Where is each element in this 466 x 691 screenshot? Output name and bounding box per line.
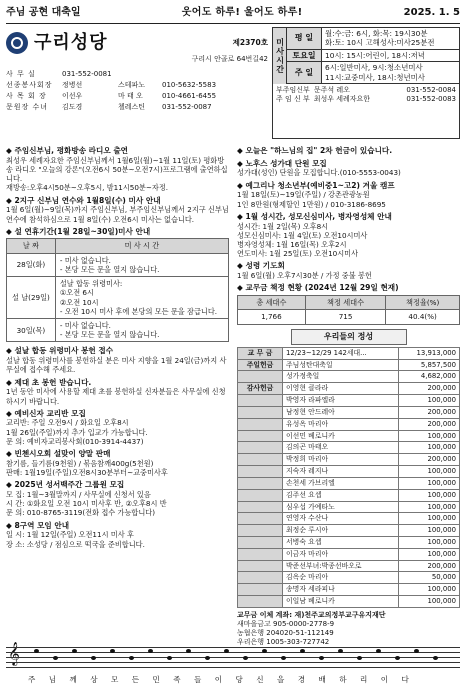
mass-day: 주 일 — [287, 62, 322, 83]
offering-row — [238, 442, 460, 454]
offering-name: 심우섭 가예타노 — [283, 501, 399, 513]
offering-label — [238, 371, 283, 383]
offering-label — [238, 477, 283, 489]
staff-extra-role: 첼레스틴 — [118, 102, 146, 111]
music-note-icon — [110, 649, 115, 653]
contact-row — [276, 95, 456, 104]
right-notices — [237, 146, 460, 293]
lunar-mass-table — [6, 238, 229, 342]
notice-title: ◆ 예그리나 청소년부(예비중1~고2) 겨울 캠프 — [237, 180, 395, 190]
staff-role: 문원장 수녀 — [6, 102, 49, 111]
lunar-header-time: 미 사 시 간 — [55, 239, 228, 253]
lunar-date: 30일(목) — [7, 319, 56, 342]
offering-label — [238, 418, 283, 430]
offering-amount: 200,000 — [398, 454, 459, 466]
top-rule — [6, 23, 460, 24]
offering-label: 감사헌금 — [238, 383, 283, 395]
mass-schedule — [273, 28, 459, 84]
staff-role: 사 무 실 — [6, 69, 36, 78]
offering-name: 연영자 수산나 — [283, 513, 399, 525]
music-note-icon — [300, 649, 305, 653]
music-note-icon — [53, 656, 58, 660]
tithe-header-total: 총 세대수 — [238, 296, 306, 310]
offering-name: 김의곤 마태오 — [283, 442, 399, 454]
header — [6, 27, 460, 139]
lunar-line: 설날 합동 위령미사: — [59, 279, 123, 289]
music-note-icon — [262, 649, 267, 653]
offering-row — [238, 513, 460, 525]
offering-amount: 100,000 — [398, 477, 459, 489]
contact-phone: 031-552-0083 — [406, 95, 456, 104]
tithe-assigned: 715 — [305, 310, 386, 324]
offering-name: 주님성탄대축일 — [283, 359, 399, 371]
offering-name: 서병숙 요셉 — [283, 536, 399, 548]
priest-contacts — [273, 84, 459, 106]
account-line: 교무금 이체 계좌: 재)천주교의정부교구유지재단 — [237, 610, 386, 619]
offering-amount: 100,000 — [398, 466, 459, 478]
contact-role: 주 임 신 부 — [276, 95, 310, 104]
notice-body: 1월 6일(월) 오후7시30분 / 가정 중불 봉헌 — [237, 271, 372, 281]
offering-row — [238, 359, 460, 371]
notice-body: 1월 18일(토)~19일(주일) / 강촌관광농원 1인 8만원(형제할인 1만원) / 010-3186-8695 — [237, 190, 386, 209]
song-lyrics: 주 님 께 상 모 든 민 족 들 이 당 신 을 경 배 하 리 이 다 — [28, 675, 415, 685]
music-note-icon — [433, 656, 438, 660]
music-note-icon — [395, 656, 400, 660]
offering-label — [238, 513, 283, 525]
account-line: 새마을금고 905-0000-2778-9 — [237, 619, 335, 628]
offering-name: 김옥순 마리아 — [283, 572, 399, 584]
staff-extra-role: 마 태 오 — [118, 91, 143, 100]
lunar-header-date: 날 짜 — [7, 239, 56, 253]
music-note-icon — [34, 649, 39, 653]
offering-amount: 200,000 — [398, 560, 459, 572]
offering-label — [238, 548, 283, 560]
notice-title: ◆ 8구역 모임 안내 — [6, 520, 70, 530]
lunar-lines — [55, 319, 228, 342]
top-bar — [6, 4, 460, 22]
lunar-date: 28일(화) — [7, 253, 56, 276]
notice-body: 모 집: 1월~3월말까지 / 사무실에 신청서 있음 시 간: ①화요일 오전 10시 미사후 반, ②오후8시 반 문 의: 010-8765-3119(전화 접수 가능합니다) — [6, 490, 167, 518]
tithe-table — [237, 295, 460, 324]
lunar-line: - 미사 없습니다. — [59, 321, 111, 330]
offering-amount: 100,000 — [398, 596, 459, 608]
mass-schedule-box — [272, 27, 460, 139]
music-note-icon — [376, 649, 381, 653]
offering-row — [238, 406, 460, 418]
offering-label — [238, 572, 283, 584]
left-notices-2 — [6, 346, 229, 548]
offering-name: 이영현 클라라 — [283, 383, 399, 395]
staff-name: 031-552-0081 — [62, 69, 112, 78]
notice-title: ◆ 성령 기도회 — [237, 261, 285, 271]
notice-body: 설날 합동 위령미사를 봉헌하실 분은 미사 지향을 1월 24일(금)까지 사무실에 접수해 주세요. — [6, 356, 227, 375]
mass-row — [287, 62, 459, 84]
offering-row — [238, 525, 460, 537]
offering-label — [238, 454, 283, 466]
offering-amount: 100,000 — [398, 430, 459, 442]
notice-title: ◆ 빈첸시오회 설맞이 양말 판매 — [6, 449, 111, 459]
notice-title: ◆ 2025년 성서백주간 그룹원 모집 — [6, 480, 125, 490]
offering-amount: 5,857,500 — [398, 359, 459, 371]
lunar-lines — [55, 277, 228, 319]
tithe-header-rate: 책정율(%) — [386, 296, 460, 310]
offering-label — [238, 501, 283, 513]
notice-title: ◆ 1월 성시간, 성모신심미사, 병자영성체 안내 — [237, 211, 392, 221]
music-note-icon — [186, 649, 191, 653]
notice-body: 참기름, 들기름(9천원) / 볶음참깨400g(5천원) 판매: 1월19일(주일)오전8시30분부터~교중미사후 — [6, 458, 168, 478]
offering-amount: 100,000 — [398, 525, 459, 537]
offering-row — [238, 371, 460, 383]
right-column — [237, 143, 460, 647]
offering-amount: 100,000 — [398, 442, 459, 454]
offering-row — [238, 383, 460, 395]
offering-row — [238, 489, 460, 501]
notice-title: ◆ 2지구 신부님 연수와 1월8일(수) 미사 안내 — [6, 195, 161, 205]
offering-row — [238, 596, 460, 608]
mass-rows — [287, 28, 459, 84]
offering-amount: 200,000 — [398, 418, 459, 430]
offering-label: 주일헌금 — [238, 359, 283, 371]
contact-phone: 031-552-0084 — [406, 86, 456, 95]
mass-row — [287, 28, 459, 50]
offering-row — [238, 418, 460, 430]
lunar-lines — [55, 253, 228, 276]
notice-title: ◆ 오늘은 "하느님의 집" 2차 헌금이 있습니다. — [237, 146, 393, 155]
music-note-icon — [205, 656, 210, 660]
church-logo-icon — [6, 32, 28, 54]
music-note-icon — [224, 649, 229, 653]
offering-amount: 50,000 — [398, 572, 459, 584]
notice-body: 최성우 세례자요한 주임신부님께서 1월6일(월)~1월 11일(토) 평화방송 라디오 "오늘의 강론"(오전6시 50분~오전7시)프로그램에 출연하십니다. 재방송:오후4시50분~오후5시, 밤11시50분~자정. — [6, 155, 228, 193]
mass-day: 평 일 — [287, 28, 322, 49]
offering-label — [238, 596, 283, 608]
church-info — [6, 27, 268, 139]
contact-name: 최성우 세례자요한 — [313, 95, 371, 104]
issue-number: 제2370호 — [232, 38, 268, 48]
staff-extra: 010-4661-6455 — [162, 91, 217, 100]
staff-name: 김도경 — [62, 102, 83, 111]
contact-row — [276, 86, 456, 95]
offering-row — [238, 395, 460, 407]
account-info — [237, 611, 460, 647]
account-line: 우리은행 1005-303-727742 — [237, 637, 330, 646]
lunar-line: ①오전 6시 — [59, 288, 94, 298]
left-notices — [6, 146, 229, 236]
offering-name: 송명자 세라피나 — [283, 584, 399, 596]
offering-label — [238, 466, 283, 478]
staff-extra-role — [118, 70, 158, 79]
staff-extra-role: 스테파노 — [118, 80, 146, 89]
lunar-line: - 본당 모든 문을 열지 않습니다. — [59, 330, 160, 340]
lunar-line: - 본당 모든 문을 열지 않습니다. — [59, 264, 160, 274]
notice-body: 일 시: 1월 12일(주일) 오전11시 미사 후 장 소: 소성당 / 점심으로 떡국을 준비합니다. — [6, 530, 145, 549]
feast-title: 주님 공현 대축일 — [6, 6, 81, 18]
offering-name: 손천세 가브리엘 — [283, 477, 399, 489]
lunar-line: ②오전 10시 — [59, 297, 99, 307]
offering-name: 박정희 마리아 — [283, 454, 399, 466]
lunar-date: 설 날(29일) — [7, 277, 56, 319]
offering-label — [238, 489, 283, 501]
offering-label — [238, 584, 283, 596]
mass-times: 월:수:금: 6시, 화:목: 19시30분 화:토: 10시 고해성사:미사25분전 — [325, 29, 435, 48]
offering-row — [238, 584, 460, 596]
offering-name: 박영자 라파엘라 — [283, 395, 399, 407]
offering-table — [237, 347, 460, 608]
offering-label — [238, 560, 283, 572]
notice-title: ◆ 주임신부님, 평화방송 라디오 출연 — [6, 146, 128, 155]
offering-row — [238, 548, 460, 560]
music-note-icon — [243, 656, 248, 660]
staff-list — [6, 70, 268, 112]
offering-row — [238, 501, 460, 513]
main-columns — [6, 143, 460, 647]
staff-extra — [162, 70, 268, 79]
offering-amount: 100,000 — [398, 395, 459, 407]
notice-body: 1년 동안 미사에 사용할 제대 초를 봉헌하실 신자분들은 사무실에 신청하시기 바랍니다. — [6, 387, 226, 406]
account-line: 농협은행 204020-51-112149 — [237, 628, 334, 637]
offering-row — [238, 466, 460, 478]
tithe-header-assigned: 책정 세대수 — [305, 296, 386, 310]
offering-label — [238, 536, 283, 548]
music-note-icon — [148, 649, 153, 653]
notice-body: 성시간: 1월 2일(목) 오후8시 성모신심미사: 1월 4일(토) 오전10시미사 병자영성체: 1월 16일(목) 오후2시 연도미사: 1월 25일(토) 오전10시미사 — [237, 221, 368, 259]
staff-extra: 010-5632-5583 — [162, 80, 217, 89]
offering-amount: 100,000 — [398, 501, 459, 513]
offering-name: 이선민 베로니카 — [283, 430, 399, 442]
notice-title: ◆ 예비신자 교리반 모집 — [6, 408, 86, 418]
offering-name: 12/23~12/29 142세대... — [283, 347, 399, 359]
offering-amount: 100,000 — [398, 584, 459, 596]
offering-name: 박준선부녀:박종선바오로 — [283, 560, 399, 572]
offering-label: 교 무 금 — [238, 347, 283, 359]
music-note-icon — [357, 656, 362, 660]
motto: 웃어도 하루! 울어도 하루! — [181, 6, 303, 18]
offering-amount: 100,000 — [398, 536, 459, 548]
left-column — [6, 143, 229, 647]
music-note-icon — [72, 649, 77, 653]
lunar-row — [7, 253, 229, 276]
offering-amount: 13,913,000 — [398, 347, 459, 359]
bulletin-date: 2025. 1. 5 — [403, 6, 460, 18]
notice-title: ◆ 제대 초 봉헌 받습니다. — [6, 377, 92, 387]
offering-row — [238, 454, 460, 466]
lunar-row — [7, 277, 229, 319]
offering-title: 우리들의 정성 — [291, 329, 407, 345]
contact-name: 문주석 레오 — [313, 86, 350, 95]
mass-label: 미사시간 — [273, 28, 287, 84]
offering-row — [238, 560, 460, 572]
offering-row — [238, 572, 460, 584]
offering-name: 성가정축일 — [283, 371, 399, 383]
offering-row — [238, 430, 460, 442]
church-name: 구리성당 — [34, 32, 108, 54]
mass-row — [287, 50, 459, 62]
contact-role: 부주임신부 — [276, 86, 310, 95]
music-note-icon — [319, 656, 324, 660]
music-note-icon — [167, 656, 172, 660]
offering-amount: 4,682,000 — [398, 371, 459, 383]
offering-name: 김주선 요셉 — [283, 489, 399, 501]
offering-amount: 200,000 — [398, 406, 459, 418]
offering-amount: 100,000 — [398, 513, 459, 525]
lunar-row — [7, 319, 229, 342]
offering-label — [238, 525, 283, 537]
music-note-icon — [129, 656, 134, 660]
offering-label — [238, 430, 283, 442]
mass-day: 토요일 — [287, 50, 322, 61]
notice-body: 교리반: 주일 오전9시 / 화요일 오후8시 1월 26일(주일)까지 추가 입교가 가능합니다. 문 의: 예비자교리봉사회(010-3914-4437) — [6, 418, 148, 446]
offering-name: 유성옥 마리아 — [283, 418, 399, 430]
offering-name: 이일남 베로니카 — [283, 596, 399, 608]
notice-title: ◆ 설날 합동 위령미사 봉헌 접수 — [6, 346, 114, 356]
offering-row — [238, 477, 460, 489]
treble-clef-icon: 𝄞 — [8, 641, 20, 665]
notice-title: ◆ 설 연휴기간(1월 28일~30일)미사 안내 — [6, 226, 151, 236]
offering-row — [238, 536, 460, 548]
music-note-icon — [338, 649, 343, 653]
offering-amount: 100,000 — [398, 489, 459, 501]
staff-extra: 031-552-0087 — [162, 102, 212, 111]
staff-name: 이선우 — [62, 91, 83, 100]
staff-name: 정병선 — [62, 80, 83, 89]
offering-label — [238, 442, 283, 454]
music-note-icon — [281, 656, 286, 660]
offering-name: 지숙자 레지나 — [283, 466, 399, 478]
staff-role: 사 목 회 장 — [6, 91, 47, 100]
notice-body: 1월 6일(월)~9일(목)까지 주임신부님, 부주임신부님께서 2지구 신부님 연수에 참석하심으로 1월 8일(수) 오전6시 미사는 없습니다. — [6, 205, 229, 224]
offering-label — [238, 406, 283, 418]
lunar-line: - 미사 없습니다. — [59, 255, 111, 265]
tithe-total: 1,766 — [238, 310, 306, 324]
offering-name: 남정현 안드레아 — [283, 406, 399, 418]
offering-label — [238, 395, 283, 407]
mass-times: 6시:일반미사, 9시:청소년미사 11시:교중미사, 18시:청년미사 — [325, 63, 425, 82]
mass-times: 10시: 15시:어린이, 18시:저녁 — [325, 50, 425, 60]
offering-amount: 100,000 — [398, 548, 459, 560]
offering-amount: 200,000 — [398, 383, 459, 395]
lunar-line: - 오전 10시 미사 후에 본당의 모든 문을 잠급니다. — [59, 306, 218, 316]
offering-row — [238, 347, 460, 359]
church-address: 구리시 안골로 64번길42 — [191, 55, 268, 63]
staff-role: 선종봉사회장 — [6, 80, 53, 89]
notice-body: 성가대(성인) 단원을 모집합니다.(010-5553-0043) — [237, 168, 401, 178]
offering-name: 이금자 마리아 — [283, 548, 399, 560]
offering-name: 최정순 루시아 — [283, 525, 399, 537]
notice-title: ◆ 교무금 책정 현황 (2024년 12월 29일 현재) — [237, 283, 399, 293]
notice-title: ◆ 노후스 성가대 단원 모집 — [237, 158, 327, 168]
music-note-icon — [414, 649, 419, 653]
tithe-rate: 40.4(%) — [386, 310, 460, 324]
music-note-icon — [91, 656, 96, 660]
